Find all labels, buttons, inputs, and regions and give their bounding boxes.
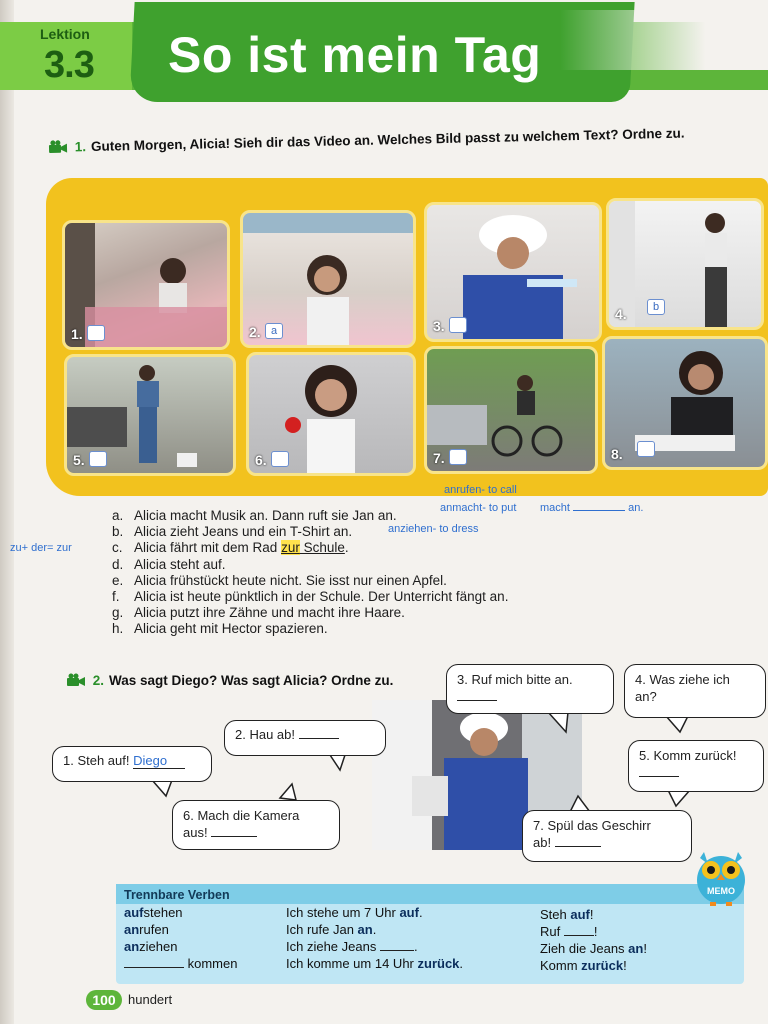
speech-bubble-6 xyxy=(172,800,340,850)
statement-text: Alicia zieht Jeans und ein T-Shirt an. xyxy=(134,524,353,540)
verb-root: ziehen xyxy=(139,939,178,954)
bubble-3-blank[interactable] xyxy=(457,700,497,701)
memo-verb xyxy=(124,938,237,955)
statement-text: Alicia geht mit Hector spazieren. xyxy=(134,621,328,637)
memo-box xyxy=(116,884,744,984)
photo-2-number: 2. xyxy=(249,324,261,340)
speech-bubble-5 xyxy=(628,740,764,792)
bubble-3-text: 3. Ruf mich bitte an. xyxy=(457,672,573,687)
statement-label: e. xyxy=(112,572,124,588)
note-anmacht: anmacht- to put xyxy=(440,502,517,514)
photo-8-number: 8. xyxy=(611,446,623,462)
imperative-end: ! xyxy=(589,907,594,922)
bubble-7-text: 7. Spül das Geschirr xyxy=(533,818,651,833)
memo-imperative xyxy=(540,957,647,974)
exercise-2-instruction: Was sagt Diego? Was sagt Alicia? Ordne zu. xyxy=(109,673,394,688)
sentence-end: . xyxy=(413,939,418,954)
lesson-label: Lektion xyxy=(40,26,90,42)
photo-7-number: 7. xyxy=(433,450,445,466)
note-macht-word: macht xyxy=(540,502,570,514)
verb-prefix: an xyxy=(124,922,140,937)
memo-sentence xyxy=(286,921,463,938)
statement-label: c. xyxy=(112,540,123,556)
statement-label: f. xyxy=(112,589,120,605)
sentence-end: . xyxy=(372,922,377,937)
imperative-particle: an xyxy=(628,941,644,956)
sentence-text: Ich ziehe Jeans xyxy=(286,939,380,954)
bubble-7-text-end: ab! xyxy=(533,835,552,850)
imperative-blank[interactable] xyxy=(564,935,594,936)
bubble-5-line2 xyxy=(639,764,753,781)
statement-label: b. xyxy=(112,524,124,540)
photo-3-number: 3. xyxy=(433,318,445,334)
bubble-2-text: 2. Hau ab! xyxy=(235,727,295,742)
statement-text: Alicia frühstückt heute nicht. Sie isst nur einen Apfel. xyxy=(134,572,447,588)
memo-imperatives-column xyxy=(540,906,647,974)
speech-bubble-1 xyxy=(52,746,212,782)
owl-memo-icon xyxy=(692,844,750,908)
sentence-particle: zurück xyxy=(417,956,460,971)
bubble-5-text: 5. Komm zurück! xyxy=(639,748,737,763)
bubble-6-blank[interactable] xyxy=(211,836,257,837)
imperative-end: ! xyxy=(623,958,627,973)
memo-imperative xyxy=(540,906,647,923)
statement-label: d. xyxy=(112,556,124,572)
bubble-4-line2 xyxy=(635,705,755,722)
exercise-1-number: 1. xyxy=(74,139,87,155)
sentence-text: Ich komme um 14 Uhr xyxy=(286,956,418,971)
page-number-word: hundert xyxy=(128,992,173,1007)
highlighted-word: zur xyxy=(281,540,300,556)
note-zur: zu+ der= zur xyxy=(10,542,72,554)
bubble-5-blank[interactable] xyxy=(639,776,679,777)
memo-sentences-column xyxy=(286,904,463,972)
imperative-end: ! xyxy=(593,924,598,939)
speech-bubble-3 xyxy=(446,664,614,714)
bubble-4-blank[interactable] xyxy=(635,717,675,718)
note-anrufen: anrufen- to call xyxy=(444,484,517,496)
statement-label: h. xyxy=(112,621,124,637)
statement-label: g. xyxy=(112,605,124,621)
sentence-text: Ich rufe Jan xyxy=(286,922,358,937)
statement-text: Alicia macht Musik an. Dann ruft sie Jan an. xyxy=(134,508,397,523)
sentence-end: . xyxy=(459,956,464,971)
imperative-particle: zurück xyxy=(581,958,624,973)
note-macht-end: an. xyxy=(628,502,644,514)
bubble-1-answer[interactable]: Diego xyxy=(133,753,185,769)
bubble-4-text: 4. Was ziehe ich an? xyxy=(635,672,730,704)
memo-verb xyxy=(124,921,237,938)
underlined-word: Schule xyxy=(299,540,345,556)
memo-verb xyxy=(124,955,237,972)
bubble-6-text-end: aus! xyxy=(183,825,208,840)
verb-prefix: auf xyxy=(124,905,144,920)
imperative-text: Ruf xyxy=(540,924,564,939)
memo-infinitives-column xyxy=(124,904,237,972)
bubble-1-text: 1. Steh auf! xyxy=(63,753,130,768)
sentence-end: . xyxy=(418,905,423,920)
page-number-badge: 100 xyxy=(86,990,122,1010)
memo-sentence xyxy=(286,955,463,972)
exercise-1-instruction: Guten Morgen, Alicia! Sieh dir das Video an. Welches Bild passt zu welchem Text? Ordne zu. xyxy=(90,125,685,155)
statement-text: Alicia steht auf. xyxy=(134,556,226,572)
statement-text-pre: Alicia fährt mit dem Rad xyxy=(134,540,282,556)
memo-imperative xyxy=(540,940,647,957)
imperative-particle: auf xyxy=(570,907,590,922)
verb-prefix-blank[interactable] xyxy=(124,967,184,968)
verb-root: kommen xyxy=(187,956,238,971)
memo-title: Trennbare Verben xyxy=(124,888,230,902)
bubble-3-line2 xyxy=(457,688,603,705)
bubble-7-blank[interactable] xyxy=(555,846,601,847)
photo-5-number: 5. xyxy=(73,452,85,468)
statement-label: a. xyxy=(112,508,124,523)
statement-text: Alicia putzt ihre Zähne und macht ihre Haare. xyxy=(134,605,405,621)
photo-2-answer-box[interactable]: a xyxy=(265,323,283,339)
owl-memo-label: MEMO xyxy=(707,886,735,896)
bubble-6-line2 xyxy=(183,824,329,841)
exercise-2-number: 2. xyxy=(92,673,105,688)
photo-1-number: 1. xyxy=(71,326,83,342)
statement-text-end: . xyxy=(344,540,349,556)
imperative-text: Zieh die Jeans xyxy=(540,941,629,956)
memo-sentence xyxy=(286,938,463,955)
sentence-particle: an xyxy=(357,922,373,937)
speech-bubble-2 xyxy=(224,720,386,756)
bubble-2-blank[interactable] xyxy=(299,738,339,739)
verb-root: stehen xyxy=(143,905,183,920)
bubble-6-text: 6. Mach die Kamera xyxy=(183,808,300,823)
verb-prefix: an xyxy=(124,939,140,954)
page-title: So ist mein Tag xyxy=(168,27,542,83)
speech-bubble-7 xyxy=(522,810,692,862)
sentence-particle: auf xyxy=(399,905,419,920)
photo-6-number: 6. xyxy=(255,452,267,468)
lesson-number: 3.3 xyxy=(44,44,94,86)
imperative-text: Steh xyxy=(540,907,571,922)
verb-root: rufen xyxy=(139,922,169,937)
speech-bubble-4 xyxy=(624,664,766,718)
memo-verb xyxy=(124,904,237,921)
imperative-end: ! xyxy=(643,941,647,956)
note-anziehen: anziehen- to dress xyxy=(388,523,479,535)
memo-sentence xyxy=(286,904,463,921)
sentence-blank[interactable] xyxy=(380,950,414,951)
imperative-text: Komm xyxy=(540,958,582,973)
statement-text: Alicia ist heute pünktlich in der Schule. Der Unterricht fängt an. xyxy=(134,589,509,605)
photo-4-answer-box[interactable]: b xyxy=(647,299,665,315)
sentence-text: Ich stehe um 7 Uhr xyxy=(286,905,400,920)
bubble-7-line2 xyxy=(533,834,681,851)
photo-4-number: 4. xyxy=(615,306,627,322)
memo-imperative xyxy=(540,923,647,940)
